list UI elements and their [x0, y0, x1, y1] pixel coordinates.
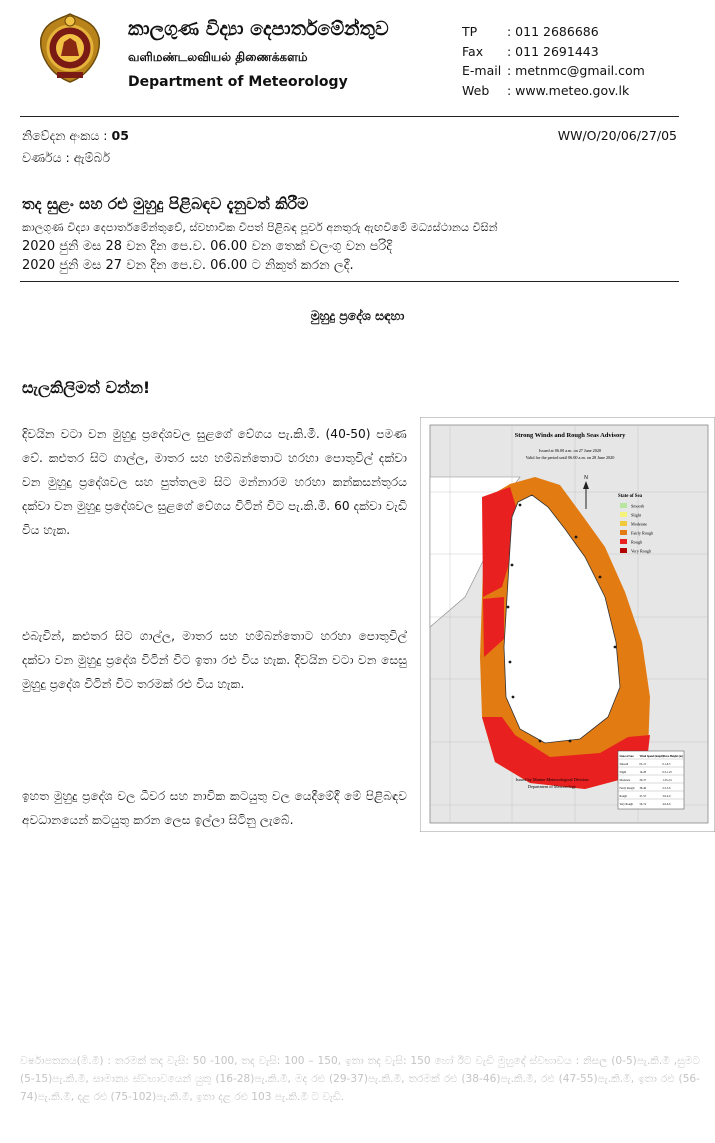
legend-label: Very Rough: [631, 548, 652, 554]
contact-tp: [462, 22, 645, 42]
sea-table-cell: Moderate: [619, 779, 631, 782]
north-label: N: [584, 475, 588, 481]
sea-table-cell: 56-74: [639, 803, 647, 806]
sea-table-header: State of Sea: [619, 755, 634, 758]
paragraph-request: ඉහත මුහුදු ප්‍රදේශ වල ධීවර සහ නාවික කටයුතු වල යෙදීමේදී මේ පිළිබඳව අවධානයෙන් කටයුතු කරන ලෙස ඉල්ලා සිටිනු ලැබේ.: [22, 789, 407, 827]
advisory-map: [420, 417, 715, 832]
legend-label: Smooth: [631, 503, 645, 509]
contact-label: TP: [462, 24, 478, 39]
department-name-sinhala: කාලගුණ විද්‍යා දෙපාර්තමේන්තුව: [128, 18, 389, 40]
legend-label: Fairly Rough: [631, 530, 654, 536]
sri-lanka-emblem-icon: [37, 12, 103, 84]
contact-web: [462, 81, 645, 101]
map-issued: Issued at 06.00 a.m. on 27 June 2020: [538, 448, 602, 453]
legend-title: State of Sea: [618, 494, 642, 499]
contact-value[interactable]: : www.meteo.gov.lk: [507, 82, 630, 98]
contact-email: [462, 61, 645, 81]
sea-table-cell: 3.0-4.0: [662, 795, 671, 798]
legend-swatch: [620, 548, 627, 553]
sea-table-header: Wave Height (m): [662, 755, 683, 758]
legend-label: Moderate: [631, 521, 648, 527]
sea-table-cell: 0.1-0.5: [662, 763, 671, 766]
issued-line-2: 2020 ජුනි මස 28 වන දින පෙ.ව. 06.00 වන තෙක් වලංගු වන පරිදි: [22, 239, 393, 254]
map-credit-2: Department of Meteorology: [527, 784, 577, 789]
contact-value[interactable]: : metnmc@gmail.com: [507, 63, 645, 78]
sea-table-cell: 38-46: [639, 787, 647, 790]
sea-table-cell: 1.25-2.5: [662, 779, 672, 782]
sea-table-cell: 05-15: [639, 763, 647, 766]
issued-line-1: කාලගුණ විද්‍යා දෙපාර්තමේන්තුවේ, ස්වභාවික විපත් පිළිබඳ පූර්ව අනතුරු ඇඟවීමේ මධ්‍යස්ථානය විසින්: [22, 221, 498, 234]
sea-table-cell: 47-55: [639, 795, 647, 798]
map-valid: Valid for the period until 06.00 a.m. on 28 June 2020: [525, 455, 615, 460]
sea-table-cell: Slight: [619, 771, 627, 774]
map-title: Strong Winds and Rough Seas Advisory: [514, 432, 626, 439]
sea-table-cell: 29-37: [639, 779, 647, 782]
issued-line-3: 2020 ජුනි මස 27 වන දින පෙ.ව. 06.00 ට නිකුත් කරන ලදී.: [22, 258, 354, 273]
warning-heading: සැලකිලිමත් වන්න!: [22, 378, 151, 397]
contact-value: : 011 2691443: [507, 43, 599, 59]
sea-table-cell: Smooth: [619, 763, 629, 766]
sea-table-cell: Fairly Rough: [619, 787, 635, 790]
advisory-title: තද සුළං සහ රළු මුහුදු පිළිබඳව දැනුවත් කිරීම: [22, 195, 309, 213]
notice-number: [22, 128, 129, 144]
contact-details: [462, 22, 645, 100]
header-divider: [20, 116, 679, 117]
legend-label: Slight: [631, 512, 642, 518]
paragraph-sea-state: එබැවින්, කළුතර සිට ගාල්ල, මාතර සහ හම්බන්තොට හරහා පොතුවිල් දක්වා වන මුහුදු ප්‍රදේශ විටින් විට ඉතා රළු විය හැක. දිවයින වටා වන සෙසු මුහුදු ප්‍රදේශ විටින් විට තරමක් රළු විය හැක.: [22, 629, 407, 691]
footer-glossary: වර්ෂාපතනය(මි.මී) : තරමක් තද වැසි: 50 -100, තද වැසි: 100 – 150, ඉතා තද වැසි: 150 හෝ ඊට වැඩි මුහුදේ ස්වභාවය : නිසල (0-5)පැ.කි.මී ,සුමට (5-15)පැ.කි.මී, සාමාන්‍ය ස්වභාවයෙන් යුතු (16-28)පැ.කි.මී, මද රළු (29-37)පැ.කි.මී, තරමක් රළු (38-46)පැ.කි.මී, රළු (47-55)පැ.කි.මී, ඉතා රළු (56-74)පැ.කි.මී, දළ රළු (75-102)පැ.කි.මී, ඉතා දළ රළු 103 පැ.කි.මී ට වැඩි.: [20, 1055, 700, 1103]
issued-statement: [22, 218, 692, 275]
legend-swatch: [620, 512, 627, 517]
map-credit-1: Issued by Marine Meteorological Division: [515, 777, 589, 782]
contact-label: E-mail: [462, 63, 502, 78]
reference-number: WW/O/20/06/27/05: [557, 128, 677, 143]
department-name-tamil: வளிமண்டலவியல் திணைக்களம்: [128, 50, 308, 64]
contact-fax: [462, 42, 645, 62]
sea-table-cell: Very Rough: [619, 803, 633, 806]
contact-label: Fax: [462, 43, 484, 59]
sea-table-cell: 0.5-1.25: [662, 771, 672, 774]
legend-swatch: [620, 530, 627, 535]
sea-table-cell: Rough: [619, 795, 627, 798]
notice-number-label: නිවේදන අංකය :: [22, 128, 112, 143]
department-name-english: Department of Meteorology: [128, 74, 348, 90]
sea-table-cell: 2.5-3.0: [662, 787, 671, 790]
contact-label: Web: [462, 82, 490, 98]
legend-swatch: [620, 539, 627, 544]
contact-value: : 011 2686686: [507, 24, 599, 39]
sea-table-cell: 4.0-6.0: [662, 803, 671, 806]
legend-swatch: [620, 521, 627, 526]
sea-table-cell: 16-28: [639, 771, 647, 774]
title-divider: [20, 281, 679, 282]
sea-table-header: Wind Speed (kmph): [639, 755, 664, 758]
legend-label: Rough: [631, 539, 643, 545]
sea-areas-heading: මුහුදු ප්‍රදේශ සඳහා: [310, 308, 405, 323]
paragraph-wind-speed: දිවයින වටා වන මුහුදු ප්‍රදේශවල සුළගේ වේගය පැ.කි.මී. (40-50) පමණ වේ. කළුතර සිට ගාල්ල, මාතර සහ හම්බන්තොට හරහා පොතුවිල් දක්වා වන මුහුදු ප්‍රදේශවල සහ පුත්තලම සිට මන්නාරම හරහා කන්කසන්තුරය දක්වා වන මුහුදු ප්‍රදේශවල සුළගේ වේගය විටින් විට පැ.කි.මී. 60 දක්වා වැඩි විය හැක.: [22, 427, 407, 537]
legend-swatch: [620, 503, 627, 508]
alert-colour: වර්ණය : ඇම්බර්: [22, 150, 111, 165]
notice-number-value: 05: [111, 128, 129, 143]
